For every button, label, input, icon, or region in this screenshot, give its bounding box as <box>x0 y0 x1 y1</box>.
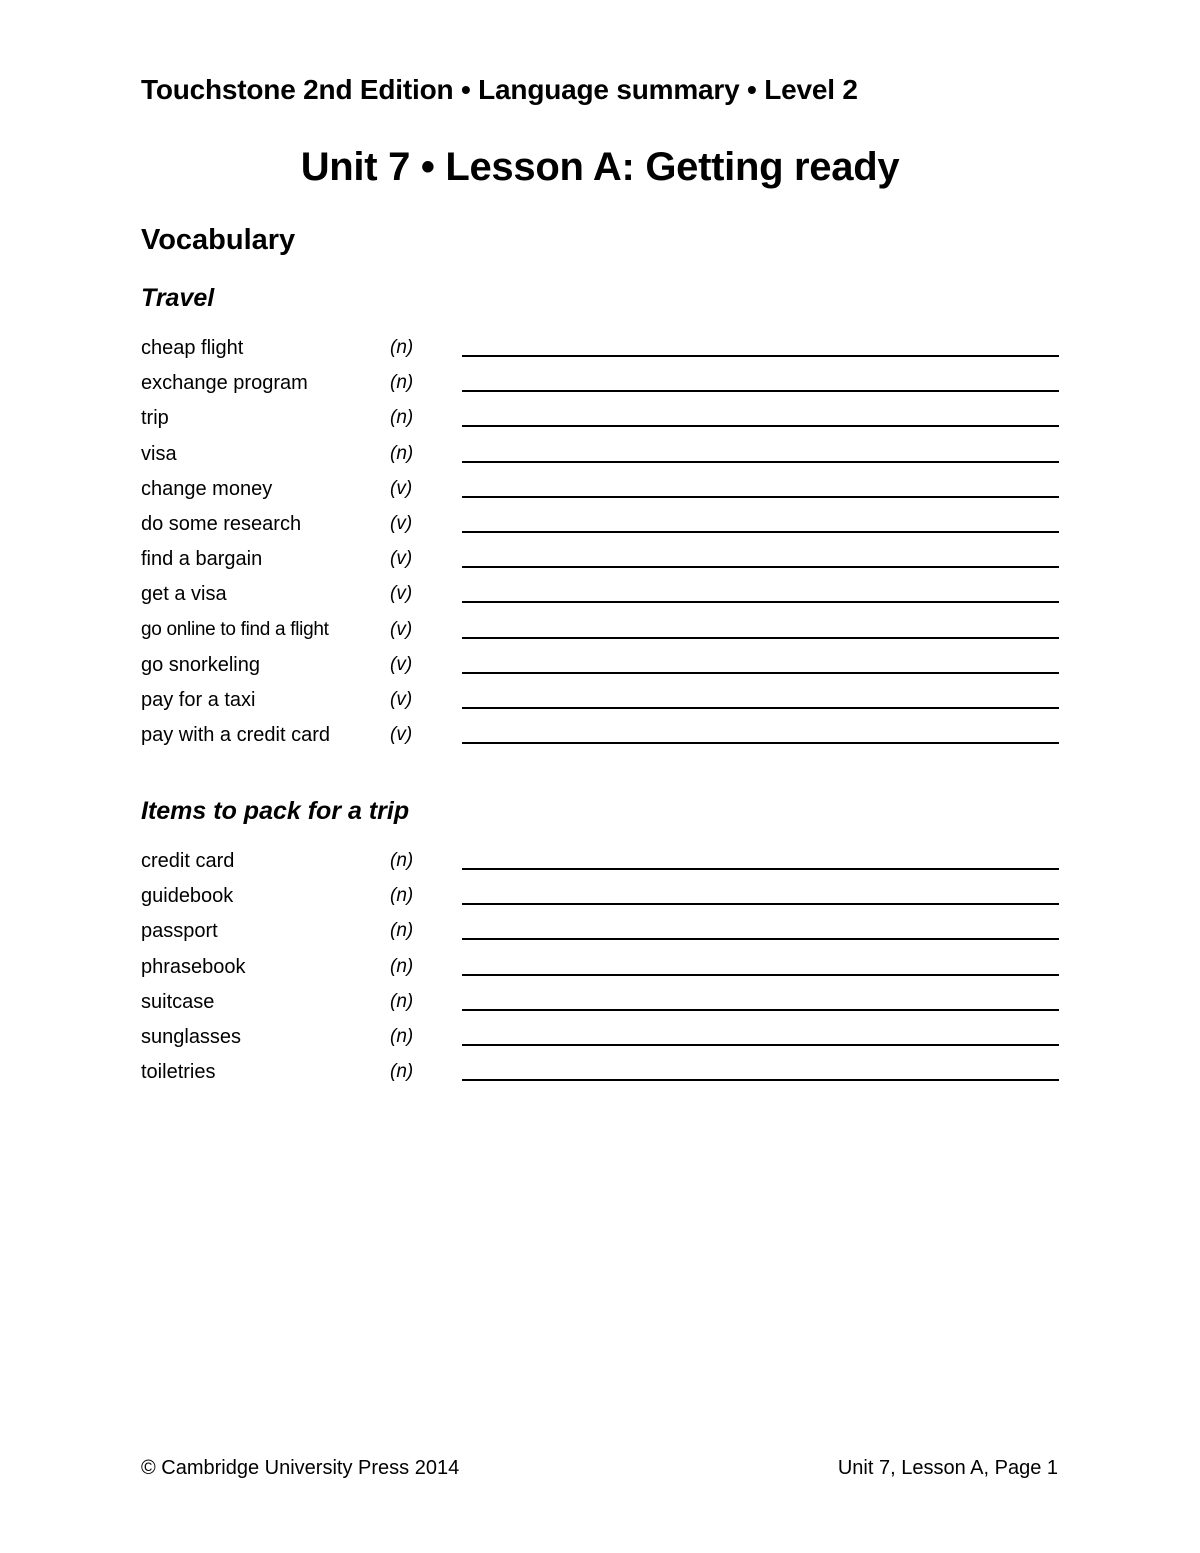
vocab-term: visa <box>141 442 177 465</box>
vocab-row <box>141 955 1059 990</box>
answer-line[interactable] <box>462 742 1059 744</box>
vocab-row <box>141 582 1059 617</box>
part-of-speech: (n) <box>390 1025 414 1047</box>
vocab-term: phrasebook <box>141 955 246 978</box>
vocab-term: trip <box>141 407 169 430</box>
answer-line[interactable] <box>462 707 1059 709</box>
vocab-row <box>141 371 1059 406</box>
part-of-speech: (n) <box>390 407 414 429</box>
vocab-term: passport <box>141 920 218 943</box>
answer-line[interactable] <box>462 903 1059 905</box>
vocab-row <box>141 336 1059 371</box>
subheading-items-to-pack: Items to pack for a trip <box>141 797 410 825</box>
answer-line[interactable] <box>462 601 1059 603</box>
footer-page-reference: Unit 7, Lesson A, Page 1 <box>837 1457 1058 1479</box>
answer-line[interactable] <box>462 531 1059 533</box>
vocab-term: go snorkeling <box>141 653 260 676</box>
vocab-term: go online to find a flight <box>141 618 329 640</box>
part-of-speech: (v) <box>390 512 413 534</box>
part-of-speech: (n) <box>390 955 414 977</box>
vocab-term: pay for a taxi <box>141 688 256 711</box>
vocab-row <box>141 547 1059 582</box>
answer-line[interactable] <box>462 355 1059 357</box>
vocab-row <box>141 512 1059 547</box>
packing-vocab-list <box>141 849 1059 1095</box>
vocab-row <box>141 919 1059 954</box>
answer-line[interactable] <box>462 461 1059 463</box>
vocab-row <box>141 1025 1059 1060</box>
answer-line[interactable] <box>462 938 1059 940</box>
vocab-row <box>141 849 1059 884</box>
vocab-row <box>141 653 1059 688</box>
vocab-row <box>141 1060 1059 1095</box>
vocab-row <box>141 990 1059 1025</box>
part-of-speech: (n) <box>390 442 414 464</box>
vocab-term: suitcase <box>141 990 215 1013</box>
subheading-travel: Travel <box>141 284 215 312</box>
vocab-row <box>141 477 1059 512</box>
vocab-term: guidebook <box>141 885 234 908</box>
answer-line[interactable] <box>462 672 1059 674</box>
part-of-speech: (n) <box>390 920 414 942</box>
document-header: Touchstone 2nd Edition • Language summary • Level 2 <box>141 74 858 105</box>
page-title: Unit 7 • Lesson A: Getting ready <box>300 145 900 189</box>
part-of-speech: (v) <box>390 618 413 640</box>
answer-line[interactable] <box>462 1044 1059 1046</box>
part-of-speech: (n) <box>390 372 414 394</box>
vocab-term: sunglasses <box>141 1025 242 1048</box>
part-of-speech: (v) <box>390 477 413 499</box>
answer-line[interactable] <box>462 1009 1059 1011</box>
vocab-term: do some research <box>141 512 302 535</box>
part-of-speech: (v) <box>390 724 413 746</box>
vocab-term: exchange program <box>141 372 308 395</box>
answer-line[interactable] <box>462 425 1059 427</box>
answer-line[interactable] <box>462 868 1059 870</box>
part-of-speech: (n) <box>390 1061 414 1083</box>
vocab-term: pay with a credit card <box>141 724 330 747</box>
part-of-speech: (n) <box>390 885 414 907</box>
part-of-speech: (v) <box>390 548 413 570</box>
part-of-speech: (v) <box>390 653 413 675</box>
vocab-row <box>141 688 1059 723</box>
answer-line[interactable] <box>462 496 1059 498</box>
vocab-row <box>141 406 1059 441</box>
vocab-term: change money <box>141 477 273 500</box>
vocab-row <box>141 442 1059 477</box>
vocab-term: get a visa <box>141 583 227 606</box>
vocab-row <box>141 723 1059 758</box>
footer-copyright: © Cambridge University Press 2014 <box>141 1457 460 1479</box>
travel-vocab-list <box>141 336 1059 758</box>
vocab-term: cheap flight <box>141 337 244 359</box>
vocab-term: toiletries <box>141 1061 216 1084</box>
answer-line[interactable] <box>462 566 1059 568</box>
answer-line[interactable] <box>462 390 1059 392</box>
vocab-term: credit card <box>141 850 235 872</box>
part-of-speech: (n) <box>390 337 414 358</box>
part-of-speech: (v) <box>390 688 413 710</box>
section-heading-vocabulary: Vocabulary <box>141 224 296 256</box>
part-of-speech: (v) <box>390 583 413 605</box>
answer-line[interactable] <box>462 974 1059 976</box>
vocab-row <box>141 618 1059 653</box>
part-of-speech: (n) <box>390 990 414 1012</box>
vocab-row <box>141 884 1059 919</box>
vocab-term: find a bargain <box>141 548 263 571</box>
answer-line[interactable] <box>462 637 1059 639</box>
part-of-speech: (n) <box>390 850 414 871</box>
answer-line[interactable] <box>462 1079 1059 1081</box>
